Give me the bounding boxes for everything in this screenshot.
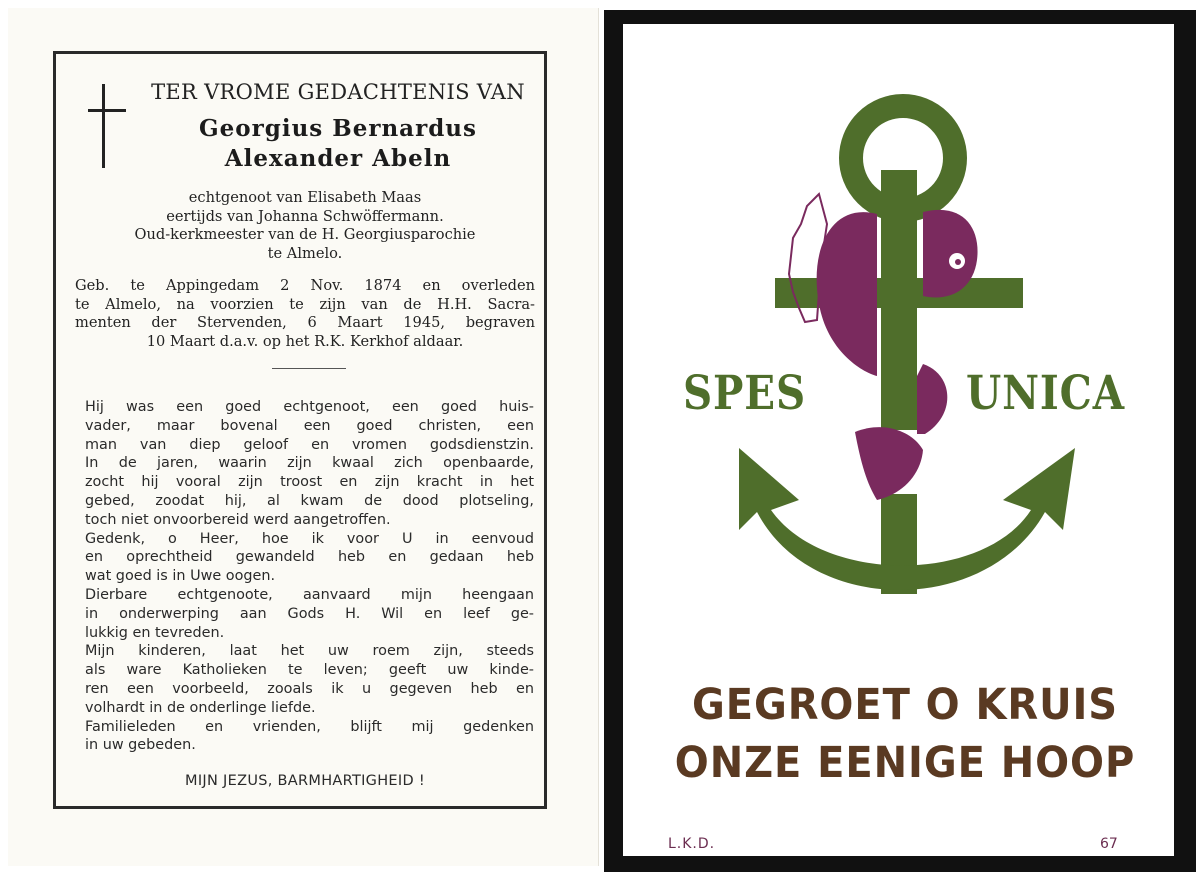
detail-line: te Almelo.: [267, 244, 343, 262]
anchor-icon: [623, 24, 1174, 664]
text-line: toch niet onvoorbereid werd aangetroffen.: [85, 511, 391, 528]
closing-prayer: MIJN JEZUS, BARMHARTIGHEID !: [185, 773, 425, 789]
spouse-details: [75, 189, 535, 263]
date-line: 10 Maart d.a.v. op het R.K. Kerkhof aldaar.: [146, 332, 464, 350]
birth-death-details: [75, 277, 535, 351]
text-line: Dierbare echtgenoote, aanvaard mijn heengaan: [85, 586, 534, 603]
handwritten-note-left: L.K.D.: [668, 836, 716, 852]
text-line: Hij was een goed echtgenoot, een goed huis-: [85, 399, 534, 415]
text-line: In de jaren, waarin zijn kwaal zich openbaarde,: [85, 455, 534, 472]
memorial-heading: TER VROME GEDACHTENIS VAN: [151, 80, 525, 104]
anchor-stock: [775, 278, 1023, 308]
text-line: en oprechtheid gewandeld heb en gedaan heb: [85, 549, 534, 566]
detail-line: Oud-kerkmeester van de H. Georgiusparochie: [134, 226, 476, 243]
date-line: Geb. te Appingedam 2 Nov. 1874 en overleden: [75, 277, 535, 294]
text-line: zocht hij vooral zijn troost en zijn kracht in het: [85, 474, 534, 491]
handwritten-note-right: 67: [1100, 836, 1118, 852]
prayer-line1: GEGROET O KRUIS: [691, 680, 1119, 730]
memorial-text: [85, 398, 534, 755]
text-line: Gedenk, o Heer, hoe ik voor U in eenvoud: [85, 530, 534, 547]
date-line: te Almelo, na voorzien te zijn van de H.H. Sacra-: [75, 295, 535, 313]
text-line: vader, maar bovenal een goed christen, een: [85, 417, 534, 434]
date-line: menten der Stervenden, 6 Maart 1945, begraven: [75, 314, 535, 331]
text-line: in uw gebeden.: [85, 737, 196, 754]
detail-line: eertijds van Johanna Schwöffermann.: [166, 207, 444, 225]
text-line: als ware Katholieken te leven; geeft uw kinde-: [85, 662, 534, 679]
text-line: volhardt in de onderlinge liefde.: [85, 699, 316, 716]
detail-line: echtgenoot van Elisabeth Maas: [188, 189, 422, 206]
text-line: Familieleden en vrienden, blijft mij gedenken: [85, 718, 534, 735]
section-divider: [272, 368, 346, 369]
deceased-name-line1: Georgius Bernardus: [199, 115, 477, 142]
prayer-line2: ONZE EENIGE HOOP: [674, 738, 1136, 788]
text-line: gebed, zoodat hij, al kwam de dood plotseling,: [85, 492, 534, 509]
text-line: lukkig en tevreden.: [85, 624, 225, 641]
text-line: Mijn kinderen, laat het uw roem zijn, steeds: [85, 643, 534, 660]
text-line: wat goed is in Uwe oogen.: [85, 568, 276, 585]
motto-word-right: UNICA: [966, 366, 1125, 421]
deceased-name-line2: Alexander Abeln: [224, 145, 452, 172]
text-line: ren een voorbeeld, zooals ik u gegeven heb en: [85, 680, 534, 697]
text-line: man van diep geloof en vromen godsdienstzin.: [85, 436, 534, 453]
text-line: in onderwerping aan Gods H. Wil en leef ge-: [85, 605, 534, 622]
motto-word-left: SPES: [683, 366, 807, 421]
